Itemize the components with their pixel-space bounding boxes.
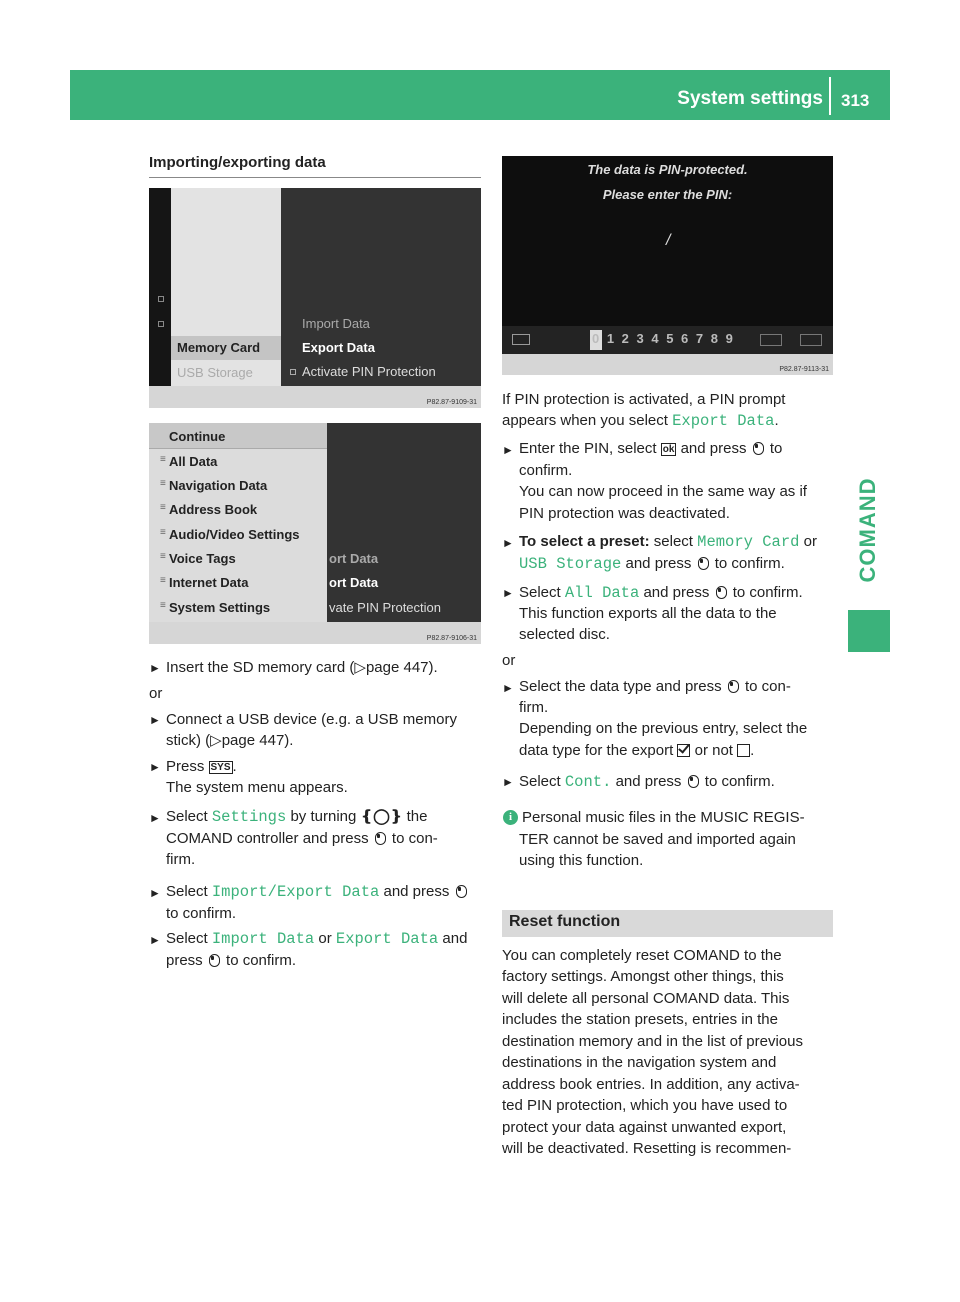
list-item: ≡ Navigation Data: [169, 478, 267, 493]
step-arrow-icon: ►: [149, 760, 161, 774]
menu-item-memory-card: Memory Card: [177, 340, 261, 355]
checkbox-icon: [290, 369, 296, 375]
header-divider: [829, 77, 831, 115]
menu-item-fragment: vate PIN Protection: [329, 600, 441, 615]
press-controller-icon: [375, 832, 386, 845]
press-controller-icon: [456, 885, 467, 898]
reset-paragraph-line: destination memory and in the list of previous: [502, 1033, 803, 1050]
strip-icon: [158, 321, 164, 327]
step-select-data-type-l2: firm.: [519, 699, 549, 716]
pin-message: The data is PIN-protected.: [587, 162, 748, 177]
empty-box-icon: [737, 744, 750, 757]
list-item: ≡ System Settings: [169, 600, 270, 615]
step-arrow-icon: ►: [502, 775, 514, 789]
page-ref-icon: ▷: [354, 659, 366, 676]
step-arrow-icon: ►: [149, 661, 161, 675]
info-icon: i: [503, 810, 518, 825]
step-select-data-type-l4: data type for the export or not .: [519, 742, 755, 759]
step-arrow-icon: ►: [149, 933, 161, 947]
step-select-all-data-l2: This function exports all the data to the: [519, 605, 777, 622]
step-enter-pin: Enter the PIN, select ok and press to: [519, 440, 783, 457]
info-note-l1: Personal music files in the MUSIC REGIS-: [522, 809, 805, 826]
reset-paragraph-line: factory settings. Amongst other things, this: [502, 968, 784, 985]
or-text: or: [502, 652, 516, 669]
step-connect-usb: Connect a USB device (e.g. a USB memory: [166, 711, 457, 728]
reset-paragraph-line: destinations in the navigation system and: [502, 1054, 777, 1071]
press-controller-icon: [716, 586, 727, 599]
press-controller-icon: [728, 680, 739, 693]
press-controller-icon: [698, 557, 709, 570]
reset-paragraph-line: address book entries. In addition, any activa-: [502, 1076, 800, 1093]
step-press-sys: Press SYS .: [166, 758, 237, 775]
step-arrow-icon: ►: [502, 586, 514, 600]
step-arrow-icon: ►: [502, 681, 514, 695]
step-select-all-data: Select All Data and press to confirm.: [519, 584, 803, 602]
page-number: 313: [841, 91, 870, 110]
screenshot-data-type-list: [149, 423, 481, 644]
step-select-all-data-l3: selected disc.: [519, 626, 610, 643]
step-select-settings-l2: COMAND controller and press to con-: [166, 830, 438, 847]
page-ref-icon: ▷: [210, 732, 222, 749]
step-select-import-or-export-l2: press to confirm.: [166, 952, 297, 969]
ok-icon: [800, 334, 822, 346]
list-item: ≡ Voice Tags: [169, 551, 236, 566]
press-controller-icon: [688, 775, 699, 788]
menu-item-fragment: ort Data: [329, 551, 379, 566]
reset-heading: Reset function: [509, 913, 621, 930]
pin-cursor: /: [666, 232, 671, 249]
reset-paragraph-line: includes the station presets, entries in the: [502, 1011, 778, 1028]
or-text: or: [149, 685, 163, 702]
step-connect-usb-l2: stick) (▷page 447).: [166, 732, 294, 749]
back-icon: [512, 334, 530, 345]
menu-item-fragment: ort Data: [329, 575, 379, 590]
screenshot-caption: P82.87-9109-31: [426, 399, 477, 406]
step-select-import-export-l2: to confirm.: [166, 905, 237, 922]
screen-right-panel: [281, 188, 481, 386]
list-item: ≡ Address Book: [169, 502, 257, 517]
list-item: ≡ Audio/Video Settings: [169, 527, 300, 542]
step-arrow-icon: ►: [149, 886, 161, 900]
page-header-title: System settings: [677, 88, 823, 109]
step-arrow-icon: ►: [502, 536, 514, 550]
pin-digits: 0 1 2 3 4 5 6 7 8 9: [592, 331, 735, 346]
step-arrow-icon: ►: [149, 811, 161, 825]
pin-intro-l1: If PIN protection is activated, a PIN prompt: [502, 391, 786, 408]
step-arrow-icon: ►: [502, 443, 514, 457]
reset-paragraph-line: will delete all personal COMAND data. This: [502, 990, 790, 1007]
screen-right-panel: [327, 423, 481, 622]
list-header-label: Continue: [169, 429, 226, 444]
side-tab: [848, 470, 888, 590]
turn-controller-icon: ❴◯❵: [360, 808, 403, 825]
step-select-preset: To select a preset: select Memory Card or: [519, 533, 817, 551]
system-menu-note: The system menu appears.: [166, 779, 348, 796]
step-enter-pin-l3: You can now proceed in the same way as if: [519, 483, 807, 500]
step-select-continue: Select Cont. and press to confirm.: [519, 773, 775, 791]
screenshot-pin-prompt: [502, 156, 833, 375]
step-select-settings: Select Settings by turning ❴◯❵ the: [166, 808, 428, 826]
info-note-l2: TER cannot be saved and imported again: [519, 831, 796, 848]
step-select-preset-l2: USB Storage and press to confirm.: [519, 555, 785, 573]
menu-item-export-data: Export Data: [302, 340, 375, 355]
step-enter-pin-l4: PIN protection was deactivated.: [519, 505, 730, 522]
side-tab-label: COMAND: [855, 477, 880, 583]
section-title: Importing/exporting data: [149, 154, 326, 171]
pin-intro-l2: appears when you select Export Data.: [502, 412, 779, 430]
ok-key-icon: ok: [662, 444, 675, 455]
sys-key-icon: SYS: [210, 762, 231, 773]
list-item: ≡ All Data: [169, 454, 217, 469]
section-rule: [149, 177, 481, 178]
step-select-settings-l3: firm.: [166, 851, 196, 868]
reset-paragraph-line: will be deactivated. Resetting is recommen-: [502, 1140, 792, 1157]
step-select-import-export: Select Import/Export Data and press: [166, 881, 469, 903]
step-enter-pin-l2: confirm.: [519, 462, 573, 479]
step-select-import-or-export: Select Import Data or Export Data and: [166, 930, 468, 948]
checked-box-icon: [677, 744, 690, 757]
screenshot-caption: P82.87-9113-31: [779, 366, 829, 373]
strip-icon: [158, 296, 164, 302]
info-note-l3: using this function.: [519, 852, 644, 869]
reset-paragraph-line: ted PIN protection, which you have used to: [502, 1097, 788, 1114]
pin-prompt: Please enter the PIN:: [602, 187, 733, 202]
step-arrow-icon: ►: [149, 713, 161, 727]
delete-icon: [760, 334, 782, 346]
menu-item-usb-storage: USB Storage: [177, 365, 253, 380]
screenshot-import-export-menu: [149, 188, 481, 408]
menu-item-activate-pin: Activate PIN Protection: [302, 364, 436, 379]
menu-item-import-data: Import Data: [302, 316, 370, 331]
press-controller-icon: [753, 442, 764, 455]
screen-left-strip: [149, 188, 171, 386]
reset-paragraph-line: protect your data against unwanted export,: [502, 1119, 787, 1136]
side-tab-marker: [848, 610, 890, 652]
step-select-data-type: Select the data type and press to con-: [519, 678, 791, 695]
step-select-data-type-l3: Depending on the previous entry, select the: [519, 720, 808, 737]
data-type-list: [149, 423, 327, 622]
reset-paragraph-line: You can completely reset COMAND to the: [502, 947, 782, 964]
list-item: ≡ Internet Data: [169, 575, 248, 590]
step-insert-sd: Insert the SD memory card (▷page 447).: [166, 659, 438, 676]
screenshot-caption: P82.87-9106-31: [426, 635, 477, 642]
press-controller-icon: [209, 954, 220, 967]
